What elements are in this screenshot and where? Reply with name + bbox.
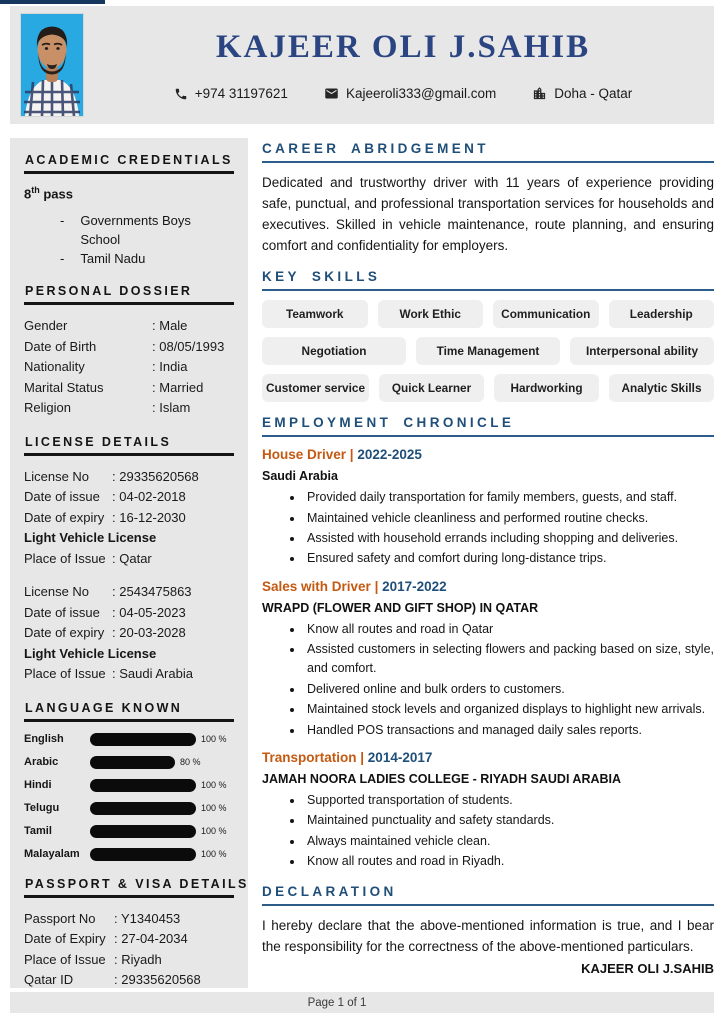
career-summary: Dedicated and trustworthy driver with 11 years of experience providing safe, punctual, and professional transportation services for households and executives. Skilled in vehicle maintenance, route planning, and ensuring comfort and confidentiality for employers. [262,175,714,254]
skills-grid [262,300,714,402]
license-row [24,603,234,624]
job-bullet: • Assisted customers in selecting flowers and packing based on size, style, and comfort. [304,640,714,679]
license-place-row [24,664,234,685]
page-number: Page 1 of 1 [307,996,367,1009]
dossier-row [24,357,234,378]
field-value: : 29335620568 [114,970,201,991]
field-label: Gender [24,318,68,334]
job-entry [262,750,714,872]
academic-item: - Tamil Nadu [60,249,234,268]
page-footer [10,992,714,1013]
field-value: : Islam [152,398,190,419]
academic-item: - Governments Boys School [60,211,234,249]
field-label: Place of Issue [24,550,106,566]
language-row [24,756,234,769]
job-bullets [262,791,714,872]
job-title-line [262,750,714,765]
license-row [24,623,234,644]
field-value: : Y1340453 [114,909,180,930]
job-period: 2014-2017 [367,749,433,765]
language-percent: 100 % [201,734,227,745]
field-label: License No [24,584,90,600]
job-bullet: • Handled POS transactions and managed daily sales reports. [304,721,714,740]
dossier-row [24,398,234,419]
job-entry [262,579,714,740]
declaration-text: I hereby declare that the above-mentioned information is true, and I bear the responsibility for the correctness of the above-mentioned particulars. [262,918,714,955]
main-column [262,138,714,976]
language-level-bar [90,802,196,815]
section-title-license: LICENSE DETAILS [24,435,234,456]
field-label: Date of expiry [24,625,105,641]
license-row [24,508,234,529]
field-value: : 27-04-2034 [114,929,188,950]
job-bullet: • Always maintained vehicle clean. [304,832,714,851]
field-label: Date of Expiry [24,931,106,947]
field-label: Date of issue [24,604,100,620]
passport-row [24,909,234,930]
job-bullet: • Supported transportation of students. [304,791,714,810]
skill-pill: Customer service [262,374,369,402]
section-title-language: LANGUAGE KNOWN [24,701,234,722]
employment-jobs [262,447,714,871]
job-title-line [262,447,714,462]
job-bullet: • Know all routes and road in Qatar [304,620,714,639]
field-value: : Male [152,316,187,337]
job-bullets [262,620,714,740]
field-value: : Married [152,378,203,399]
skill-pill: Negotiation [262,337,406,365]
field-value: : 08/05/1993 [152,337,224,358]
language-level-bar [90,825,196,838]
header-band [10,6,714,124]
passport-row [24,929,234,950]
job-role: House Driver [262,447,350,463]
field-value: : India [152,357,187,378]
language-level-bar [90,848,196,861]
job-company: WRAPD (FLOWER AND GIFT SHOP) IN QATAR [262,600,539,615]
field-label: Nationality [24,359,85,375]
dossier-row [24,378,234,399]
language-name: Hindi [24,779,52,792]
language-row [24,802,234,815]
job-bullets [262,488,714,569]
passport-row [24,950,234,971]
field-label: Place of Issue [24,666,106,682]
license-place-row [24,549,234,570]
field-value: : 2543475863 [112,582,192,603]
field-value: : 04-05-2023 [112,603,186,624]
license-row [24,582,234,603]
field-label: Marital Status [24,379,104,395]
job-period: 2017-2022 [382,578,447,594]
field-label: Date of issue [24,489,100,505]
license-type: Light Vehicle License [24,645,157,661]
job-role: Sales with Driver [262,578,375,594]
field-label: License No [24,468,90,484]
dossier-row [24,337,234,358]
degree-sup: th [31,185,40,195]
language-row [24,779,234,792]
language-percent: 100 % [201,780,227,791]
language-percent: 100 % [201,803,227,814]
section-title-skills: KEY SKILLS [262,269,714,291]
language-row [24,825,234,838]
passport-row [24,970,234,991]
language-row [24,848,234,861]
field-label: Date of expiry [24,509,105,525]
field-value: : Qatar [112,549,152,570]
job-role: Transportation [262,749,361,765]
job-bullet: • Know all routes and road in Riyadh. [304,852,714,871]
contact-item [532,86,632,101]
job-separator: | [374,578,383,594]
job-bullet: • Provided daily transportation for family members, guests, and staff. [304,488,714,507]
contact-item [174,86,288,101]
job-company: JAMAH NOORA LADIES COLLEGE - RIYADH SAUDI ARABIA [262,771,622,786]
language-percent: 100 % [201,826,227,837]
contact-text: Doha - Qatar [554,86,633,101]
license-entry [24,467,234,570]
field-value: : Saudi Arabia [112,664,193,685]
skills-row [262,337,714,365]
job-bullet: • Maintained vehicle cleanliness and performed routine checks. [304,509,714,528]
job-title-line [262,579,714,594]
skill-pill: Teamwork [262,300,368,328]
field-label: Date of Birth [24,338,97,354]
left-sidebar [10,138,248,988]
job-entry [262,447,714,569]
job-bullet: • Maintained stock levels and organized displays to highlight new arrivals. [304,700,714,719]
contact-item [324,86,496,101]
skills-row [262,374,714,402]
skill-pill: Work Ethic [378,300,484,328]
degree-base: 8 [24,186,32,202]
person-name: KAJEER OLI J.SAHIB [215,29,591,65]
dossier-row [24,316,234,337]
field-value: : 20-03-2028 [112,623,186,644]
field-value: : 16-12-2030 [112,508,186,529]
contact-text: Kajeeroli333@gmail.com [345,86,497,101]
skill-pill: Communication [493,300,599,328]
language-level-bar [90,733,196,746]
contact-row [174,86,633,101]
academic-list [60,211,234,268]
top-accent-strip [0,0,105,4]
section-title-declaration: DECLARATION [262,884,714,906]
field-label: Passport No [24,910,96,926]
skill-pill: Hardworking [494,374,599,402]
license-entry [24,582,234,685]
language-bars [24,733,234,861]
email-icon [324,86,339,101]
job-bullet: • Delivered online and bulk orders to customers. [304,680,714,699]
job-bullet: • Maintained punctuality and safety standards. [304,811,714,830]
building-icon [532,86,547,101]
language-name: Malayalam [24,848,80,861]
skills-row [262,300,714,328]
degree-rest: pass [39,186,73,202]
license-entries [24,467,234,685]
skill-pill: Quick Learner [379,374,484,402]
job-company: Saudi Arabia [262,469,338,484]
field-value: : Riyadh [114,950,162,971]
skill-pill: Time Management [416,337,560,365]
language-percent: 100 % [201,849,227,860]
section-title-passport: PASSPORT & VISA DETAILS [24,877,234,898]
field-label: Place of Issue [24,951,106,967]
field-value: : 29335620568 [112,467,199,488]
language-name: English [24,733,64,746]
language-name: Telugu [24,802,60,815]
language-percent: 80 % [180,757,201,768]
section-title-employment: EMPLOYMENT CHRONICLE [262,415,714,437]
job-separator: | [360,749,368,765]
language-level-bar [90,756,175,769]
header-text-area [96,6,710,124]
job-bullet: • Ensured safety and comfort during long-distance trips. [304,549,714,568]
job-bullet: • Assisted with household errands including shopping and deliveries. [304,529,714,548]
language-level-bar [90,779,196,792]
personal-dossier-rows [24,316,234,419]
portrait-illustration [21,14,83,116]
skill-pill: Analytic Skills [609,374,714,402]
job-period: 2022-2025 [357,447,422,463]
job-separator: | [349,447,358,463]
skill-pill: Leadership [609,300,715,328]
section-title-academic: ACADEMIC CREDENTIALS [24,153,234,174]
skill-pill: Interpersonal ability [570,337,714,365]
field-label: Religion [24,400,71,416]
license-type: Light Vehicle License [24,530,157,546]
language-name: Arabic [24,756,59,769]
field-value: : 04-02-2018 [112,487,186,508]
language-row [24,733,234,746]
phone-icon [174,87,188,101]
degree-line [24,185,234,201]
section-title-personal: PERSONAL DOSSIER [24,284,234,305]
field-label: Qatar ID [24,972,74,988]
license-row [24,467,234,488]
license-row [24,487,234,508]
language-name: Tamil [24,825,52,838]
profile-photo [20,13,84,117]
contact-text: +974 31197621 [194,86,288,101]
signature-name: KAJEER OLI J.SAHIB [581,960,714,976]
section-title-career: CAREER ABRIDGEMENT [262,141,714,163]
